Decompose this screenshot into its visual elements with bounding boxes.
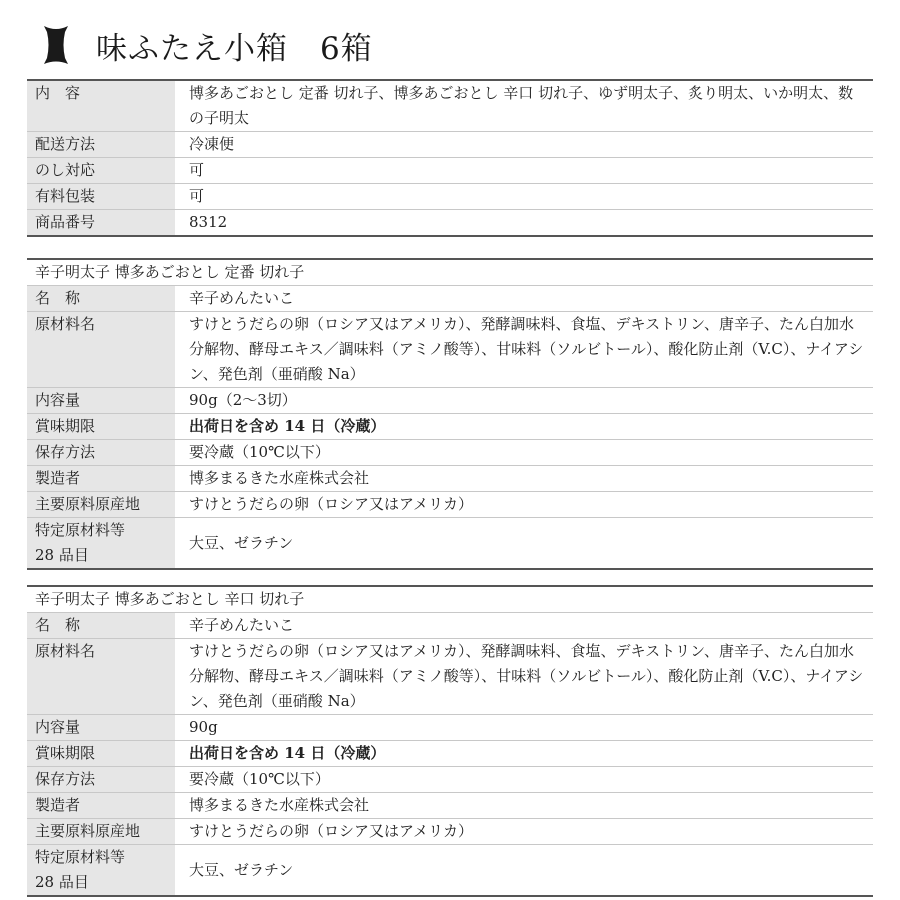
table-row — [27, 210, 873, 237]
table-row — [27, 414, 873, 440]
row-label: 製造者 — [27, 793, 175, 819]
row-value: 博多まるきた水産株式会社 — [175, 793, 873, 819]
row-value: 90g（2～3切） — [175, 388, 873, 414]
table-row — [27, 741, 873, 767]
product-heading: 辛子明太子 博多あごおとし 辛口 切れ子 — [27, 586, 873, 613]
row-label: 原材料名 — [27, 312, 175, 388]
table-row — [27, 715, 873, 741]
row-value: 博多まるきた水産株式会社 — [175, 466, 873, 492]
brand-logo-icon — [40, 24, 72, 66]
table-row — [27, 388, 873, 414]
table-row — [27, 492, 873, 518]
row-label-stack — [27, 845, 175, 897]
table-heading-row — [27, 586, 873, 613]
row-label-stack — [27, 518, 175, 570]
row-value: 要冷蔵（10℃以下） — [175, 767, 873, 793]
row-value: すけとうだらの卵（ロシア又はアメリカ） — [175, 819, 873, 845]
table-row — [27, 312, 873, 388]
row-value: 可 — [175, 184, 873, 210]
row-value: 出荷日を含め 14 日（冷蔵） — [175, 741, 873, 767]
product-table — [27, 585, 873, 897]
row-value: 出荷日を含め 14 日（冷蔵） — [175, 414, 873, 440]
page-title: 味ふたえ小箱 6箱 — [96, 30, 373, 67]
row-label: 名 称 — [27, 613, 175, 639]
page-header — [40, 22, 373, 68]
table-row — [27, 80, 873, 132]
row-value: 要冷蔵（10℃以下） — [175, 440, 873, 466]
table-row — [27, 184, 873, 210]
row-label: 原材料名 — [27, 639, 175, 715]
table-heading-row — [27, 259, 873, 286]
row-value: すけとうだらの卵（ロシア又はアメリカ）、発酵調味料、食塩、デキストリン、唐辛子、たん白加水分解物、酵母エキス／調味料（アミノ酸等）、甘味料（ソルビトール）、酸化防止剤（V.C）、ナイアシン、発色剤（亜硝酸 Na） — [175, 639, 873, 715]
row-label: 主要原料原産地 — [27, 492, 175, 518]
row-label: 内容量 — [27, 715, 175, 741]
row-value: 大豆、ゼラチン — [175, 845, 873, 897]
row-label: 製造者 — [27, 466, 175, 492]
table-row — [27, 793, 873, 819]
row-label: 商品番号 — [27, 210, 175, 237]
row-value: すけとうだらの卵（ロシア又はアメリカ） — [175, 492, 873, 518]
row-label: 賞味期限 — [27, 741, 175, 767]
table-row — [27, 518, 873, 570]
row-value: 可 — [175, 158, 873, 184]
row-value: 辛子めんたいこ — [175, 286, 873, 312]
row-label-sub: 28 品目 — [35, 873, 89, 891]
row-value: 辛子めんたいこ — [175, 613, 873, 639]
row-label: 内容量 — [27, 388, 175, 414]
row-value: 8312 — [175, 210, 873, 237]
row-value: すけとうだらの卵（ロシア又はアメリカ）、発酵調味料、食塩、デキストリン、唐辛子、たん白加水分解物、酵母エキス／調味料（アミノ酸等）、甘味料（ソルビトール）、酸化防止剤（V.C）、ナイアシン、発色剤（亜硝酸 Na） — [175, 312, 873, 388]
row-label: のし対応 — [27, 158, 175, 184]
row-label: 配送方法 — [27, 132, 175, 158]
table-row — [27, 466, 873, 492]
table-row — [27, 845, 873, 897]
product-heading: 辛子明太子 博多あごおとし 定番 切れ子 — [27, 259, 873, 286]
table-row — [27, 158, 873, 184]
row-value: 冷凍便 — [175, 132, 873, 158]
table-row — [27, 286, 873, 312]
row-label: 内 容 — [27, 80, 175, 132]
table-row — [27, 639, 873, 715]
product-table — [27, 258, 873, 570]
row-label: 特定原材料等 — [35, 521, 126, 539]
table-row — [27, 819, 873, 845]
table-row — [27, 767, 873, 793]
summary-table — [27, 79, 873, 237]
row-label: 特定原材料等 — [35, 848, 126, 866]
row-label: 賞味期限 — [27, 414, 175, 440]
row-label: 保存方法 — [27, 440, 175, 466]
row-value: 大豆、ゼラチン — [175, 518, 873, 570]
row-label: 保存方法 — [27, 767, 175, 793]
table-row — [27, 440, 873, 466]
row-label: 主要原料原産地 — [27, 819, 175, 845]
row-label: 有料包装 — [27, 184, 175, 210]
row-label: 名 称 — [27, 286, 175, 312]
row-value: 博多あごおとし 定番 切れ子、博多あごおとし 辛口 切れ子、ゆず明太子、炙り明太、いか明太、数の子明太 — [175, 80, 873, 132]
row-value: 90g — [175, 715, 873, 741]
table-row — [27, 132, 873, 158]
row-label-sub: 28 品目 — [35, 546, 89, 564]
table-row — [27, 613, 873, 639]
